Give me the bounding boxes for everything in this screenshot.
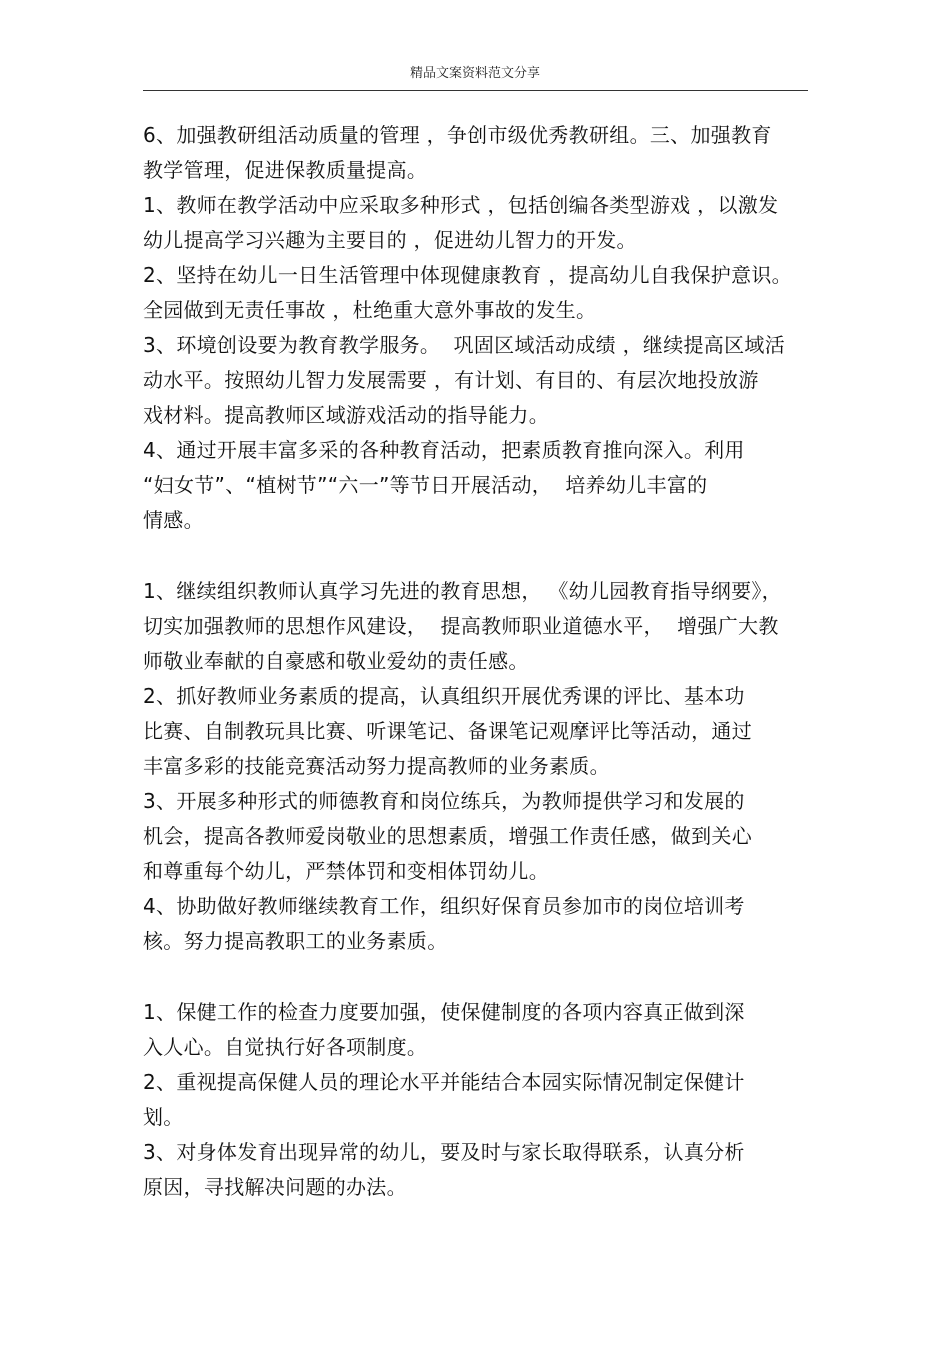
text-line: 1、继续组织教师认真学习先进的教育思想， 《幼儿园教育指导纲要》， bbox=[143, 579, 782, 603]
text-line: 入人心。自觉执行好各项制度。 bbox=[143, 1035, 428, 1059]
text-line: 核。努力提高教职工的业务素质。 bbox=[143, 929, 448, 953]
text-line: 师敬业奉献的自豪感和敬业爱幼的责任感。 bbox=[143, 649, 529, 673]
text-line: 2、抓好教师业务素质的提高，认真组织开展优秀课的评比、基本功 bbox=[143, 684, 745, 708]
text-line: “妇女节”、“植树节”“六一”等节日开展活动， 培养幼儿丰富的 bbox=[143, 473, 708, 497]
text-line: 原因，寻找解决问题的办法。 bbox=[143, 1175, 407, 1199]
text-line: 4、协助做好教师继续教育工作，组织好保育员参加市的岗位培训考 bbox=[143, 894, 745, 918]
text-line: 1、保健工作的检查力度要加强，使保健制度的各项内容真正做到深 bbox=[143, 1000, 745, 1024]
document-body bbox=[143, 118, 813, 1205]
page-header: 精品文案资料范文分享 bbox=[409, 66, 540, 81]
text-line: 3、环境创设要为教育教学服务。 巩固区域活动成绩 ，继续提高区域活 bbox=[143, 333, 785, 357]
text-line: 丰富多彩的技能竞赛活动努力提高教师的业务素质。 bbox=[143, 754, 610, 778]
text-line: 机会，提高各教师爱岗敬业的思想素质，增强工作责任感，做到关心 bbox=[143, 824, 752, 848]
text-line: 2、坚持在幼儿一日生活管理中体现健康教育 ，提高幼儿自我保护意识。 bbox=[143, 263, 792, 287]
text-line: 戏材料。提高教师区域游戏活动的指导能力。 bbox=[143, 403, 549, 427]
text-line: 划。 bbox=[143, 1105, 184, 1129]
text-line: 切实加强教师的思想作风建设， 提高教师职业道德水平， 增强广大教 bbox=[143, 614, 779, 638]
text-line: 3、开展多种形式的师德教育和岗位练兵，为教师提供学习和发展的 bbox=[143, 789, 745, 813]
text-line: 动水平。按照幼儿智力发展需要 ，有计划、有目的、有层次地投放游 bbox=[143, 368, 759, 392]
text-line: 2、重视提高保健人员的理论水平并能结合本园实际情况制定保健计 bbox=[143, 1070, 745, 1094]
text-line: 1、教师在教学活动中应采取多种形式 ，包括创编各类型游戏 ，以激发 bbox=[143, 193, 779, 217]
text-line: 比赛、自制教玩具比赛、听课笔记、备课笔记观摩评比等活动，通过 bbox=[143, 719, 752, 743]
paragraph-gap bbox=[143, 538, 813, 574]
text-line: 6、加强教研组活动质量的管理 ，争创市级优秀教研组。三、加强教育 bbox=[143, 123, 772, 147]
text-line: 4、通过开展丰富多采的各种教育活动，把素质教育推向深入。利用 bbox=[143, 438, 745, 462]
text-line: 全园做到无责任事故 ，杜绝重大意外事故的发生。 bbox=[143, 298, 597, 322]
text-line: 幼儿提高学习兴趣为主要目的 ，促进幼儿智力的开发。 bbox=[143, 228, 637, 252]
header-divider bbox=[143, 90, 808, 91]
text-line: 教学管理，促进保教质量提高。 bbox=[143, 158, 428, 182]
text-line: 情感。 bbox=[143, 508, 204, 532]
paragraph-gap bbox=[143, 959, 813, 995]
text-line: 3、对身体发育出现异常的幼儿，要及时与家长取得联系，认真分析 bbox=[143, 1140, 745, 1164]
text-line: 和尊重每个幼儿，严禁体罚和变相体罚幼儿。 bbox=[143, 859, 549, 883]
